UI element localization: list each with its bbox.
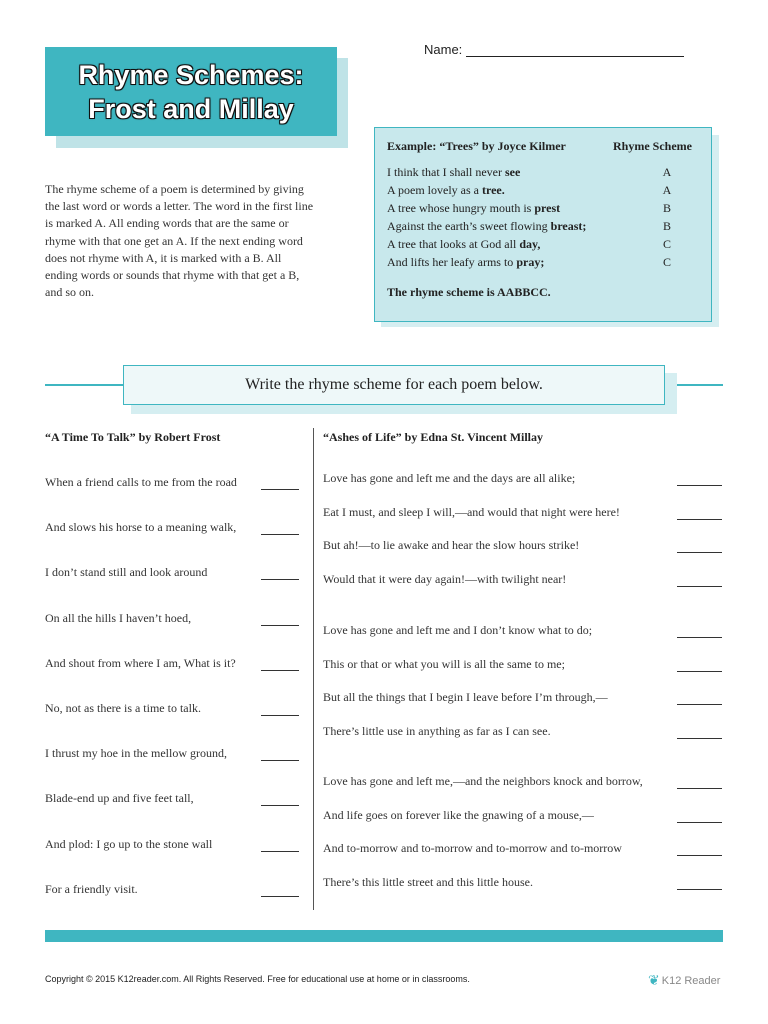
poem-line: On all the hills I haven’t hoed, [45,610,192,625]
answer-blank[interactable] [261,670,299,671]
column-divider [313,428,314,910]
answer-blank[interactable] [677,889,722,890]
answer-blank[interactable] [261,805,299,806]
poem-right-title: “Ashes of Life” by Edna St. Vincent Millay [323,430,544,444]
scheme-heading: Rhyme Scheme [613,139,692,153]
title-line-1: Rhyme Schemes: [78,59,304,90]
answer-blank[interactable] [261,851,299,852]
logo-text: K12 Reader [661,974,721,987]
instruction-banner: Write the rhyme scheme for each poem below. [123,365,665,405]
poem-left-title: “A Time To Talk” by Robert Frost [45,430,221,444]
answer-blank[interactable] [261,625,299,626]
poem-line: But all the things that I begin I leave before I’m through,— [323,690,608,705]
answer-blank[interactable] [677,855,722,856]
example-end-word: tree. [481,183,505,197]
answer-blank[interactable] [677,822,722,823]
example-line-text: I think that I shall never [387,165,505,179]
example-rhyme-letter: B [662,219,671,233]
poem-line: Love has gone and left me,—and the neighbors knock and borrow, [323,774,643,788]
answer-blank[interactable] [677,704,722,705]
example-rhyme-letter: C [662,255,671,269]
poem-line: Blade-end up and five feet tall, [45,791,194,806]
k12reader-logo [648,972,720,989]
poem-line: No, not as there is a time to talk. [45,701,201,715]
poem-line: There’s little use in anything as far as I can see. [323,724,551,739]
example-end-word: see [504,165,521,179]
example-conclusion: The rhyme scheme is AABBCC. [387,285,551,299]
example-line-text: A poem lovely as a [387,183,482,197]
answer-blank[interactable] [677,519,722,520]
example-row [387,219,687,236]
poem-line: I thrust my hoe in the mellow ground, [45,746,227,761]
example-end-word: breast; [550,219,587,233]
answer-blank[interactable] [677,586,722,587]
poem-line: And to-morrow and to-morrow and to-morrow and to-morrow [323,841,622,856]
example-row [387,237,687,254]
example-row [387,201,687,218]
poem-line: But ah!—to lie awake and hear the slow hours strike! [323,538,580,553]
poem-line: And life goes on forever like the gnawing of a mouse,— [323,807,594,822]
answer-blank[interactable] [261,534,299,535]
answer-blank[interactable] [261,760,299,761]
poem-line: When a friend calls to me from the road [45,475,237,489]
example-box [374,127,712,322]
title-block [45,47,337,136]
example-line-text: A tree whose hungry mouth is [387,201,535,215]
name-field[interactable] [424,42,684,57]
title-line-2: Frost and Millay [88,93,294,124]
example-row [387,183,687,200]
answer-blank[interactable] [261,579,299,580]
answer-blank[interactable] [677,552,722,553]
poem-line: For a friendly visit. [45,881,138,896]
poem-line: And slows his horse to a meaning walk, [45,520,237,535]
poem-line: And plod: I go up to the stone wall [45,836,213,851]
footer-bar [45,930,723,942]
answer-blank[interactable] [261,715,299,716]
example-rhyme-letter: A [662,183,672,197]
poem-line: Love has gone and left me and the days are all alike; [323,471,576,485]
answer-blank[interactable] [261,896,299,897]
answer-blank[interactable] [677,485,722,486]
example-rhyme-letter: C [662,237,671,251]
example-line-text: Against the earth’s sweet flowing [387,219,551,233]
example-line-text: A tree that looks at God all [387,237,520,251]
example-end-word: pray; [516,255,545,269]
example-end-word: day, [519,237,541,251]
example-rhyme-letter: A [662,165,672,179]
example-heading: Example: “Trees” by Joyce Kilmer [387,139,566,153]
poem-line: And shout from where I am, What is it? [45,655,236,670]
answer-blank[interactable] [677,788,722,789]
name-blank[interactable] [466,42,684,57]
answer-blank[interactable] [261,489,299,490]
leaf-icon: ❦ [648,972,660,988]
intro-paragraph: The rhyme scheme of a poem is determined by giving the last word or words a letter. The word in the first line is marked A. All ending words that are the same or rhyme with that one get an A. If the next ending word does not rhyme with A, it is marked with a B. All ending words or sounds that rhyme with that get a B, and so on. [45,182,314,300]
answer-blank[interactable] [677,637,722,638]
example-rhyme-letter: B [662,201,671,215]
poem-line: Eat I must, and sleep I will,—and would that night were here! [323,504,620,519]
poem-line: There’s this little street and this little house. [323,875,533,890]
example-row [387,255,687,272]
example-end-word: prest [534,201,561,215]
answer-blank[interactable] [677,738,722,739]
example-row [387,165,687,182]
poem-line: Would that it were day again!—with twilight near! [323,572,567,587]
answer-blank[interactable] [677,671,722,672]
poem-line: This or that or what you will is all the same to me; [323,656,565,671]
poem-line: Love has gone and left me and I don’t know what to do; [323,623,593,637]
copyright-text: Copyright © 2015 K12reader.com. All Rights Reserved. Free for educational use at home or in classrooms. [45,974,470,984]
name-label: Name: [424,42,463,57]
example-line-text: And lifts her leafy arms to [387,255,517,269]
poem-line: I don’t stand still and look around [45,565,208,580]
